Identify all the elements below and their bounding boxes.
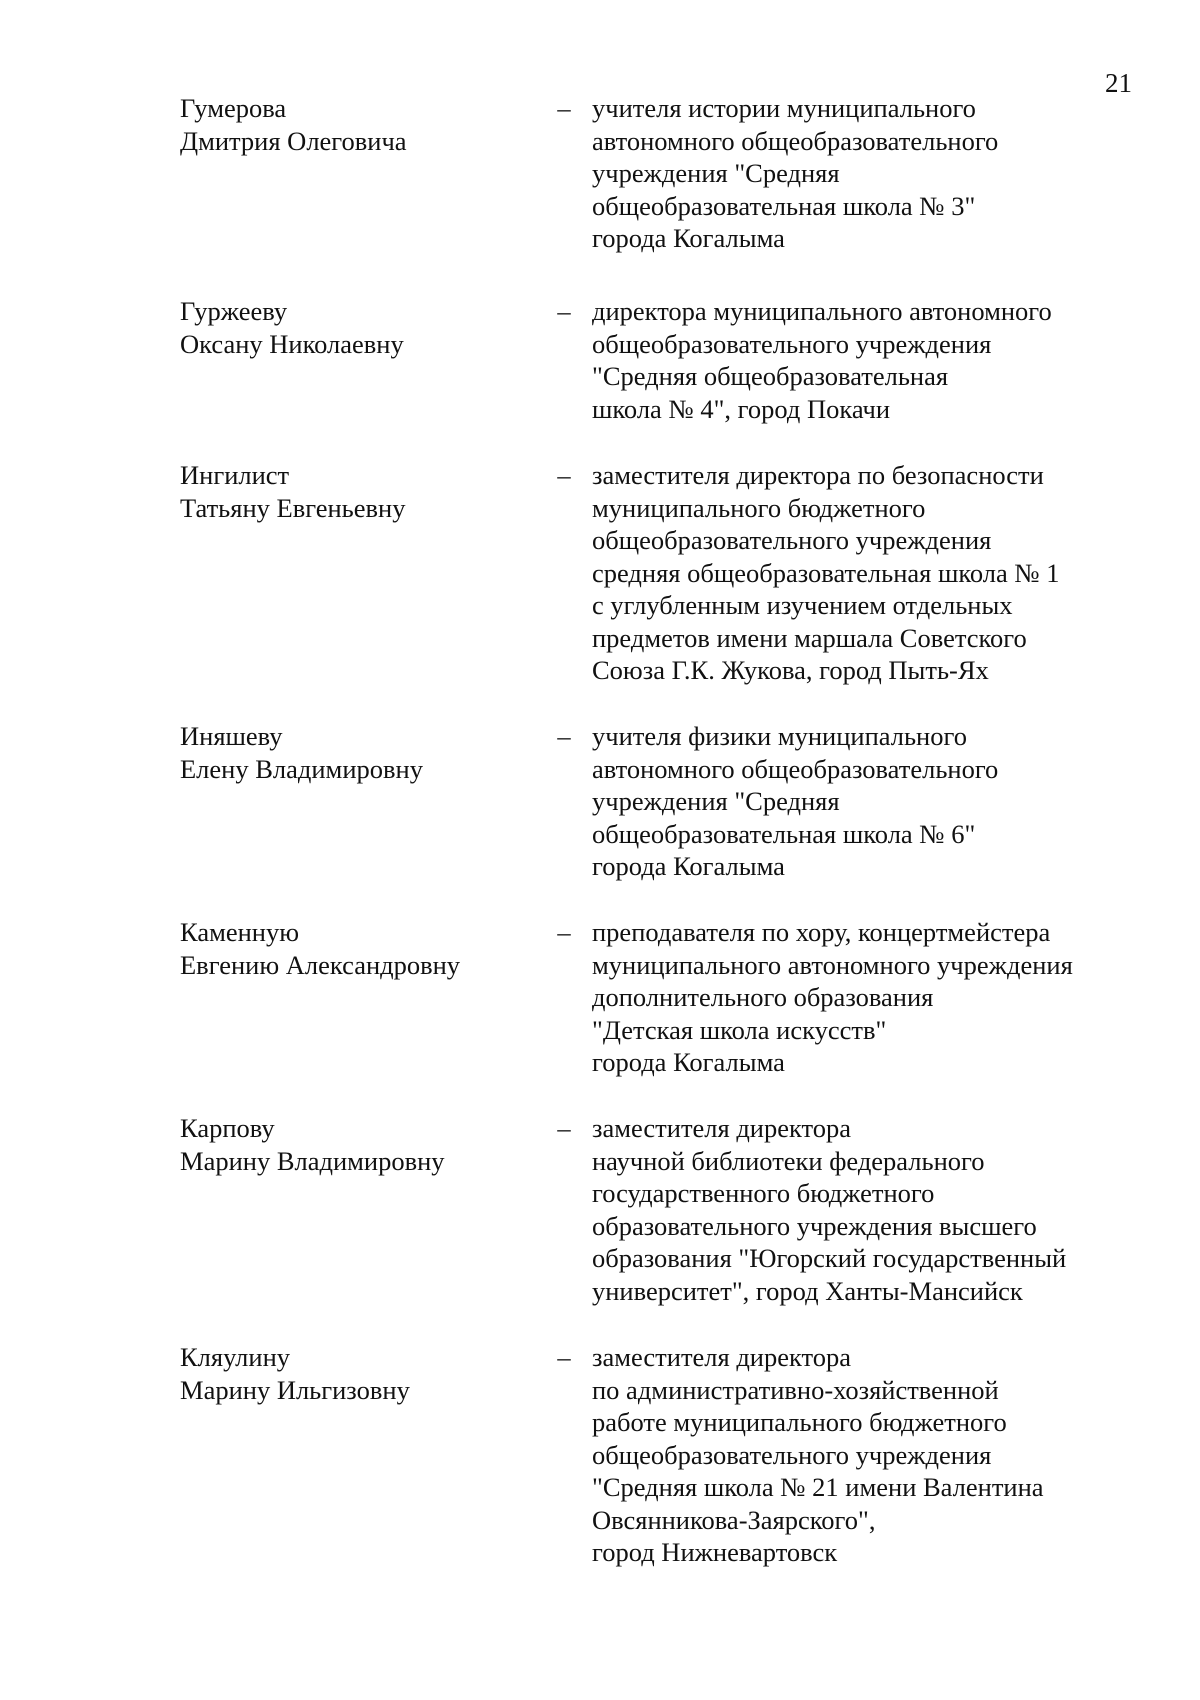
entry-person-name: [180, 92, 540, 157]
description-line: города Когалыма: [592, 223, 785, 253]
name-line: Марину Ильгизовну: [180, 1374, 410, 1405]
description-line: Союза Г.К. Жукова, город Пыть-Ях: [592, 655, 989, 685]
description-line: общеобразовательная школа № 6": [592, 818, 976, 849]
description-line: университет", город Ханты-Мансийск: [592, 1275, 1023, 1306]
description-line: государственного бюджетного: [592, 1178, 935, 1208]
name-line: Евгению Александровну: [180, 949, 461, 980]
entry-description: [592, 1341, 1132, 1569]
name-line: Каменную: [180, 917, 300, 947]
entry-description: [592, 720, 1132, 883]
entry-dash: –: [557, 460, 571, 490]
name-line: Марину Владимировну: [180, 1145, 445, 1176]
entry-person-name: [180, 295, 540, 360]
entry-person-name: [180, 459, 540, 524]
name-line: Дмитрия Олеговича: [180, 125, 407, 156]
description-line: предметов имени маршала Советского: [592, 622, 1027, 653]
description-line: автономного общеобразовательного: [592, 125, 999, 156]
description-line: "Детская школа искусств": [592, 1014, 887, 1045]
description-line: заместителя директора: [592, 1113, 852, 1143]
description-line: "Средняя школа № 21 имени Валентина: [592, 1472, 1044, 1502]
description-line: учреждения "Средняя: [592, 158, 840, 188]
entry-person-name: [180, 1341, 540, 1406]
description-line: автономного общеобразовательного: [592, 753, 999, 784]
description-line: "Средняя общеобразовательная: [592, 361, 949, 391]
name-line: Гумерова: [180, 93, 287, 123]
description-line: общеобразовательного учреждения: [592, 328, 992, 359]
name-line: Елену Владимировну: [180, 753, 423, 784]
description-line: учителя истории муниципального: [592, 93, 976, 123]
description-line: средняя общеобразовательная школа № 1: [592, 557, 1060, 588]
description-line: работе муниципального бюджетного: [592, 1407, 1007, 1437]
description-line: преподавателя по хору, концертмейстера: [592, 917, 1051, 947]
description-line: общеобразовательного учреждения: [592, 525, 992, 555]
entry-dash: –: [557, 721, 571, 751]
description-line: муниципального автономного учреждения: [592, 949, 1073, 980]
entry-person-name: [180, 916, 540, 981]
name-line: Иняшеву: [180, 721, 283, 751]
name-line: Оксану Николаевну: [180, 328, 404, 359]
name-line: Кляулину: [180, 1342, 291, 1372]
description-line: с углубленным изучением отдельных: [592, 590, 1013, 620]
page-number: 21: [1105, 68, 1132, 98]
name-line: Гуржееву: [180, 296, 288, 326]
entry-person-name: [180, 1112, 540, 1177]
description-line: заместителя директора по безопасности: [592, 460, 1044, 490]
entry-description: [592, 295, 1132, 425]
description-line: школа № 4", город Покачи: [592, 393, 891, 424]
entry-dash: –: [557, 93, 571, 123]
entry-dash: –: [557, 917, 571, 947]
entry-description: [592, 1112, 1132, 1307]
description-line: общеобразовательная школа № 3": [592, 190, 976, 221]
description-line: город Нижневартовск: [592, 1537, 838, 1567]
description-line: образования "Югорский государственный: [592, 1243, 1067, 1273]
description-line: научной библиотеки федерального: [592, 1145, 985, 1176]
name-line: Карпову: [180, 1113, 275, 1143]
description-line: учителя физики муниципального: [592, 721, 967, 751]
description-line: общеобразовательного учреждения: [592, 1439, 992, 1470]
entry-description: [592, 459, 1132, 687]
description-line: учреждения "Средняя: [592, 786, 840, 816]
description-line: города Когалыма: [592, 851, 785, 881]
description-line: образовательного учреждения высшего: [592, 1210, 1037, 1241]
description-line: дополнительного образования: [592, 982, 934, 1012]
name-line: Ингилист: [180, 460, 290, 490]
description-line: по административно-хозяйственной: [592, 1374, 999, 1405]
description-line: директора муниципального автономного: [592, 296, 1052, 326]
name-line: Татьяну Евгеньевну: [180, 492, 406, 523]
entry-description: [592, 916, 1132, 1079]
entry-description: [592, 92, 1132, 255]
entry-dash: –: [557, 1113, 571, 1143]
entry-person-name: [180, 720, 540, 785]
description-line: заместителя директора: [592, 1342, 852, 1372]
entry-dash: –: [557, 296, 571, 326]
description-line: Овсянникова-Заярского",: [592, 1504, 876, 1535]
description-line: муниципального бюджетного: [592, 492, 926, 523]
description-line: города Когалыма: [592, 1047, 785, 1077]
entry-dash: –: [557, 1342, 571, 1372]
